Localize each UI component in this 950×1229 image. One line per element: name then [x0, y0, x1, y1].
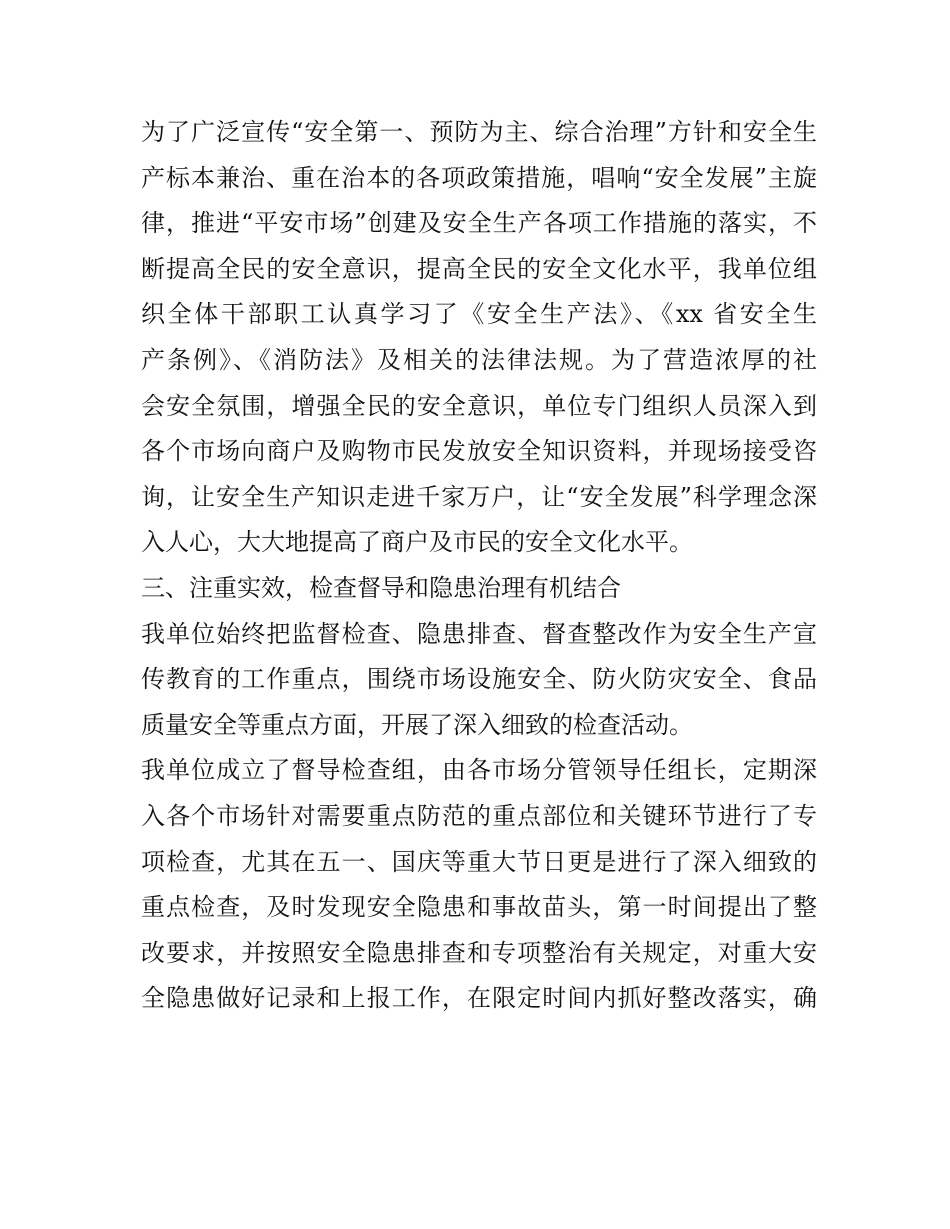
text-line: 全隐患做好记录和上报工作，在限定时间内抓好整改落实，确	[141, 984, 817, 1013]
text-line: 律，推进“平安市场”创建及安全生产各项工作措施的落实，不	[141, 209, 817, 238]
text-line: 产标本兼治、重在治本的各项政策措施，唱响“安全发展”主旋	[141, 163, 817, 192]
text-line: 为了广泛宣传“安全第一、预防为主、综合治理”方针和安全生	[141, 118, 817, 146]
text-line: 我单位始终把监督检查、隐患排查、督查整改作为安全生产宣	[141, 619, 817, 648]
text-line: 入人心，大大地提高了商户及市民的安全文化水平。	[141, 528, 693, 557]
text-line: 项检查，尤其在五一、国庆等重大节日更是进行了深入细致的	[141, 847, 817, 876]
text-line: 我单位成立了督导检查组，由各市场分管领导任组长，定期深	[141, 756, 817, 785]
text-line: 传教育的工作重点，围绕市场设施安全、防火防灾安全、食品	[141, 665, 817, 694]
text-line: 会安全氛围，增强全民的安全意识，单位专门组织人员深入到	[141, 391, 817, 420]
document-body	[141, 110, 817, 1022]
text-line: 质量安全等重点方面，开展了深入细致的检查活动。	[141, 710, 693, 739]
text-line: 重点检查，及时发现安全隐患和事故苗头，第一时间提出了整	[141, 893, 817, 922]
text-line: 三、注重实效，检查督导和隐患治理有机结合	[141, 573, 621, 602]
text-line: 各个市场向商户及购物市民发放安全知识资料，并现场接受咨	[141, 437, 817, 466]
text-line: 询，让安全生产知识走进千家万户，让“安全发展”科学理念深	[141, 482, 817, 511]
text-line: 断提高全民的安全意识，提高全民的安全文化水平，我单位组	[141, 254, 817, 283]
text-line: 改要求，并按照安全隐患排查和专项整治有关规定，对重大安	[141, 938, 817, 967]
text-line: 产条例》、《消防法》及相关的法律法规。为了营造浓厚的社	[141, 345, 817, 374]
text-line: 入各个市场针对需要重点防范的重点部位和关键环节进行了专	[141, 801, 817, 830]
text-line: 织全体干部职工认真学习了《安全生产法》、《xx 省安全生	[141, 300, 817, 329]
